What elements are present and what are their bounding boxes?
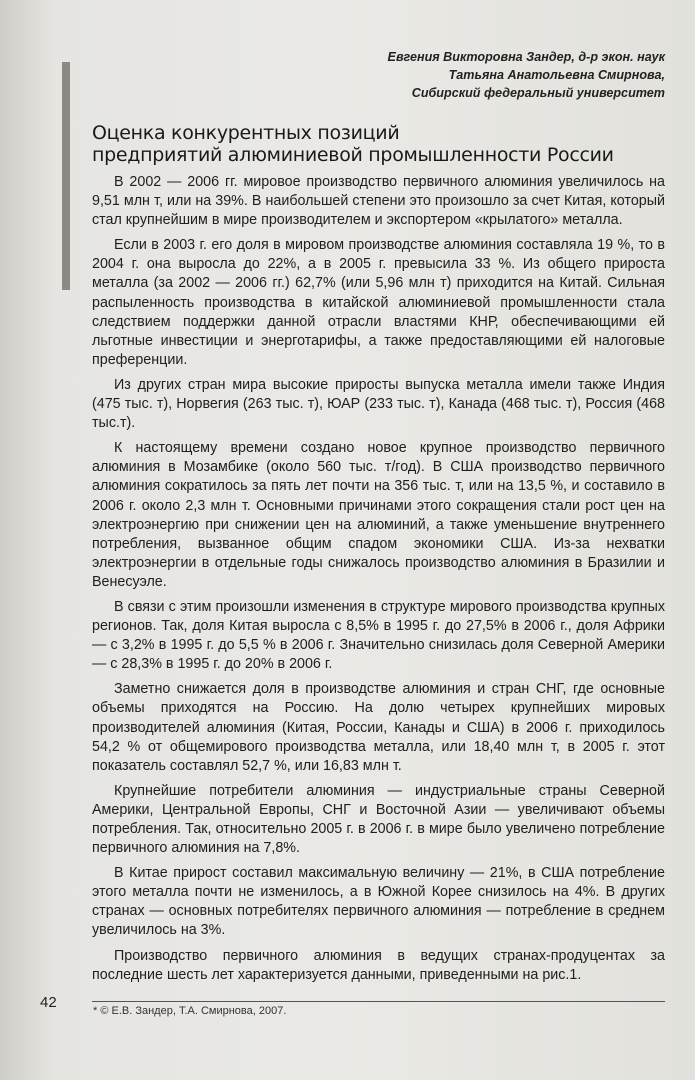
paragraph-2: Если в 2003 г. его доля в мировом производстве алюминия составляла 19 %, то в 2004 г. она выросла до 22%, а в 2005 г. превысила 33 %. Из общего прироста металла (за 2002 — 2006 гг.) 62,7% (или 5,96 млн т) приходится на Китай. Сильная распыленность производства в китайской алюминиевой промышленности стала следствием поддержки данной отрасли властями КНР, обеспечивающими ей льготные инвестиции и энерготарифы, а также предоставляющими ей налоговые преференции. xyxy=(92,237,665,368)
author-affiliation: Сибирский федеральный университет xyxy=(411,86,665,100)
paragraph-5: В связи с этим произошли изменения в структуре мирового производства крупных регионов. Так, доля Китая выросла с 8,5% в 1995 г. до 27,5% в 2006 г., доля Африки — с 3,2% в 1995 г. до 5,5 % в 2006 г. Значительно снизилась доля Северной Америки — с 28,3% в 1995 г. до 20% в 2006 г. xyxy=(92,598,665,673)
footnote-divider xyxy=(92,1001,665,1002)
title-line-2: предприятий алюминиевой промышленности России xyxy=(92,144,614,166)
decorative-left-bar xyxy=(62,62,70,290)
paragraph-3: Из других стран мира высокие приросты выпуска металла имели также Индия (475 тыс. т), Норвегия (263 тыс. т), ЮАР (233 тыс. т), Канада (468 тыс. т), Россия (468 тыс.т). xyxy=(92,376,665,432)
paragraph-1: В 2002 — 2006 гг. мировое производство первичного алюминия увеличилось на 9,51 млн т, или на 39%. В наибольшей степени это произошло за счет Китая, который стал крупнейшим в мире производителем и экспортером «крылатого» металла. xyxy=(92,174,665,229)
page-number: 42 xyxy=(40,994,57,1011)
author-block xyxy=(245,48,665,102)
paragraph-8: В Китае прирост составил максимальную величину — 21%, в США потребление этого металла почти не изменилось, а в Южной Корее снизилось на 4%. В других странах — основных потребителях первичного алюминия — потребление в среднем увеличилось на 3%. xyxy=(92,865,665,939)
article-body xyxy=(92,173,665,987)
paragraph-4: К настоящему времени создано новое крупное производство первичного алюминия в Мозамбике (около 560 тыс. т/год). В США производство первичного алюминия сократилось за пять лет почти на 356 тыс. т, или на 13,5 %, и составило в 2006 г. около 2,3 млн т. Основными причинами этого сокращения стали рост цен на электроэнергию при снижении цен на алюминий, а также уменьшение внутреннего потребления, вызванное общим спадом экономики США. Из-за нехватки электроэнергии в отдельные годы снижалось производство алюминия в Бразилии и Венесуэле. xyxy=(92,440,665,590)
paragraph-6: Заметно снижается доля в производстве алюминия и стран СНГ, где основные объемы приходятся на Россию. На долю четырех крупнейших мировых производителей алюминия (Китая, России, Канады и США) в 2006 г. приходилось 54,2 % от общемирового производства металла, или 18,40 млн т, в 2005 г. этот показатель составлял 52,7 %, или 16,83 млн т. xyxy=(92,681,665,774)
author-line-1: Евгения Викторовна Зандер, д-р экон. наук xyxy=(387,50,665,64)
author-line-2: Татьяна Анатольевна Смирнова, xyxy=(448,68,665,82)
paragraph-7: Крупнейшие потребители алюминия — индустриальные страны Северной Америки, Центральной Европы, СНГ и Восточной Азии — увеличивают объемы потребления. Так, относительно 2005 г. в 2006 г. в мире было увеличено потребление первичного алюминия на 7,8%. xyxy=(92,782,665,857)
title-line-1: Оценка конкурентных позиций xyxy=(92,122,400,144)
paragraph-9: Производство первичного алюминия в ведущих странах-продуцентах за последние шесть лет характеризуется данными, приведенными на рис.1. xyxy=(92,947,665,983)
article-title xyxy=(92,122,652,166)
footnote: * © Е.В. Зандер, Т.А. Смирнова, 2007. xyxy=(93,1005,287,1017)
